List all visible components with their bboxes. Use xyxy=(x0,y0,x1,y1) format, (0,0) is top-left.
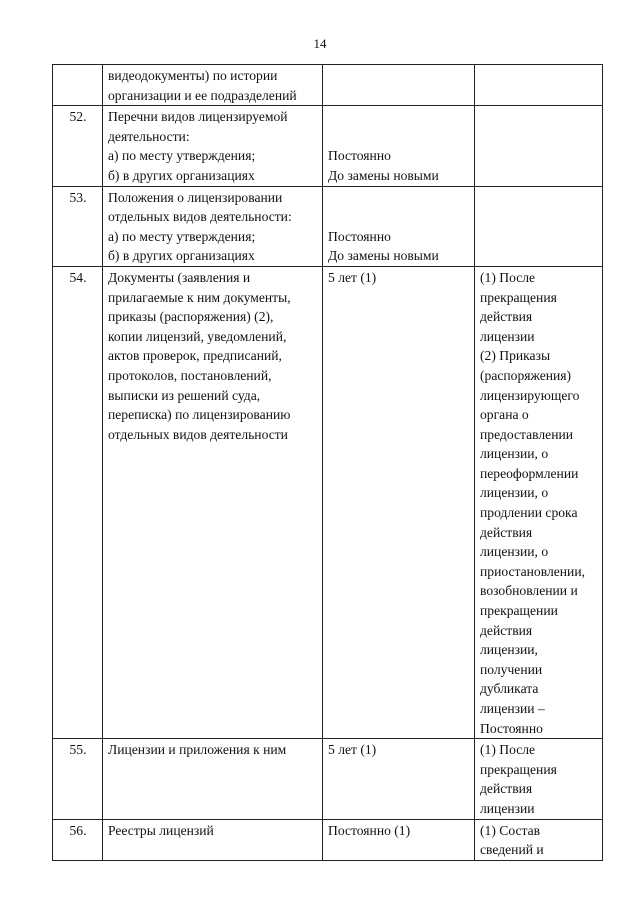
note-line: лицензии – xyxy=(480,701,545,716)
document-title-line: копии лицензий, уведомлений, xyxy=(108,328,287,344)
document-title-cell xyxy=(103,106,323,186)
note-line: лицензии xyxy=(480,328,535,344)
note-line: лицензирующего xyxy=(480,387,580,403)
note-line: лицензии xyxy=(480,800,535,816)
row-number: 52. xyxy=(53,106,103,186)
note-line: действия xyxy=(480,781,533,797)
note-cell xyxy=(475,266,603,738)
note-line: сведений и xyxy=(480,842,544,858)
document-title-line: Реестры лицензий xyxy=(108,822,214,838)
row-number: 56. xyxy=(53,819,103,860)
document-title-line: прилагаемые к ним документы, xyxy=(108,289,291,305)
note-line: предоставлении xyxy=(480,426,574,442)
row-number: 55. xyxy=(53,739,103,819)
document-title-line: протоколов, постановлений, xyxy=(108,367,272,383)
retention-term-line: Постоянно (1) xyxy=(328,822,411,838)
note-line: прекращения xyxy=(480,289,557,305)
document-title-line: выписки из решений суда, xyxy=(108,387,261,403)
document-title-line: а) по месту утверждения; xyxy=(108,228,256,244)
table-row xyxy=(53,186,603,266)
note-line: Постоянно xyxy=(480,720,543,736)
note-line: переоформлении xyxy=(480,465,579,481)
document-title-line: Положения о лицензировании xyxy=(108,189,283,205)
document-title-line: отдельных видов деятельности: xyxy=(108,209,292,225)
note-line: (распоряжения) xyxy=(480,367,572,383)
note-line: (1) Состав xyxy=(480,822,541,838)
note-cell xyxy=(475,819,603,860)
table-row xyxy=(53,65,603,106)
document-title-line: переписка) по лицензированию xyxy=(108,407,291,423)
retention-term-cell xyxy=(323,186,475,266)
table-row xyxy=(53,819,603,860)
retention-term-line: До замены новыми xyxy=(328,167,439,183)
document-title-cell xyxy=(103,819,323,860)
retention-term-cell xyxy=(323,739,475,819)
note-line: лицензии, о xyxy=(480,446,549,462)
row-number: 53. xyxy=(53,186,103,266)
retention-term-cell xyxy=(323,819,475,860)
document-title-line: приказы (распоряжения) (2), xyxy=(108,309,274,325)
retention-term-cell xyxy=(323,65,475,106)
records-table xyxy=(52,64,603,861)
document-title-line: отдельных видов деятельности xyxy=(108,426,288,442)
document-title-line: б) в других организациях xyxy=(108,248,255,264)
document-title-cell xyxy=(103,65,323,106)
note-line: возобновлении и xyxy=(480,583,578,599)
retention-term-cell xyxy=(323,106,475,186)
note-line: (1) После xyxy=(480,269,536,285)
document-title-line: б) в других организациях xyxy=(108,167,255,183)
note-line: лицензии, xyxy=(480,642,538,658)
note-line: (2) Приказы xyxy=(480,348,551,364)
note-cell xyxy=(475,739,603,819)
document-title-line: Лицензии и приложения к ним xyxy=(108,742,287,758)
note-line: приостановлении, xyxy=(480,563,586,579)
document-title-line: видеодокументы) по истории xyxy=(108,68,278,83)
document-title-line: а) по месту утверждения; xyxy=(108,148,256,164)
note-line: получении xyxy=(480,661,543,677)
document-title-line: организации и ее подразделений xyxy=(108,87,297,103)
note-line: (1) После xyxy=(480,742,536,758)
document-title-cell xyxy=(103,739,323,819)
note-cell xyxy=(475,65,603,106)
retention-term-line: Постоянно xyxy=(328,148,391,164)
document-title-cell xyxy=(103,186,323,266)
document-title-line: Перечни видов лицензируемой xyxy=(108,109,288,125)
note-cell xyxy=(475,186,603,266)
retention-term-line: До замены новыми xyxy=(328,248,439,264)
table-row xyxy=(53,739,603,819)
note-line: лицензии, о xyxy=(480,544,549,560)
table-row xyxy=(53,266,603,738)
row-number: 54. xyxy=(53,266,103,738)
retention-term-line: 5 лет (1) xyxy=(328,742,377,758)
note-line: органа о xyxy=(480,407,529,423)
note-line: продлении срока xyxy=(480,505,578,521)
note-cell xyxy=(475,106,603,186)
document-title-cell xyxy=(103,266,323,738)
document-title-line: актов проверок, предписаний, xyxy=(108,348,282,364)
retention-term-line: Постоянно xyxy=(328,228,391,244)
note-line: действия xyxy=(480,309,533,325)
note-line: лицензии, о xyxy=(480,485,549,501)
retention-term-cell xyxy=(323,266,475,738)
table-row xyxy=(53,106,603,186)
page-number: 14 xyxy=(313,36,327,51)
note-line: прекращении xyxy=(480,603,558,619)
row-number xyxy=(53,65,103,106)
document-title-line: деятельности: xyxy=(108,128,190,144)
document-title-line: Документы (заявления и xyxy=(108,269,251,285)
note-line: действия xyxy=(480,524,533,540)
note-line: действия xyxy=(480,622,533,638)
note-line: прекращения xyxy=(480,761,557,777)
retention-term-line: 5 лет (1) xyxy=(328,269,377,285)
note-line: дубликата xyxy=(480,681,539,697)
